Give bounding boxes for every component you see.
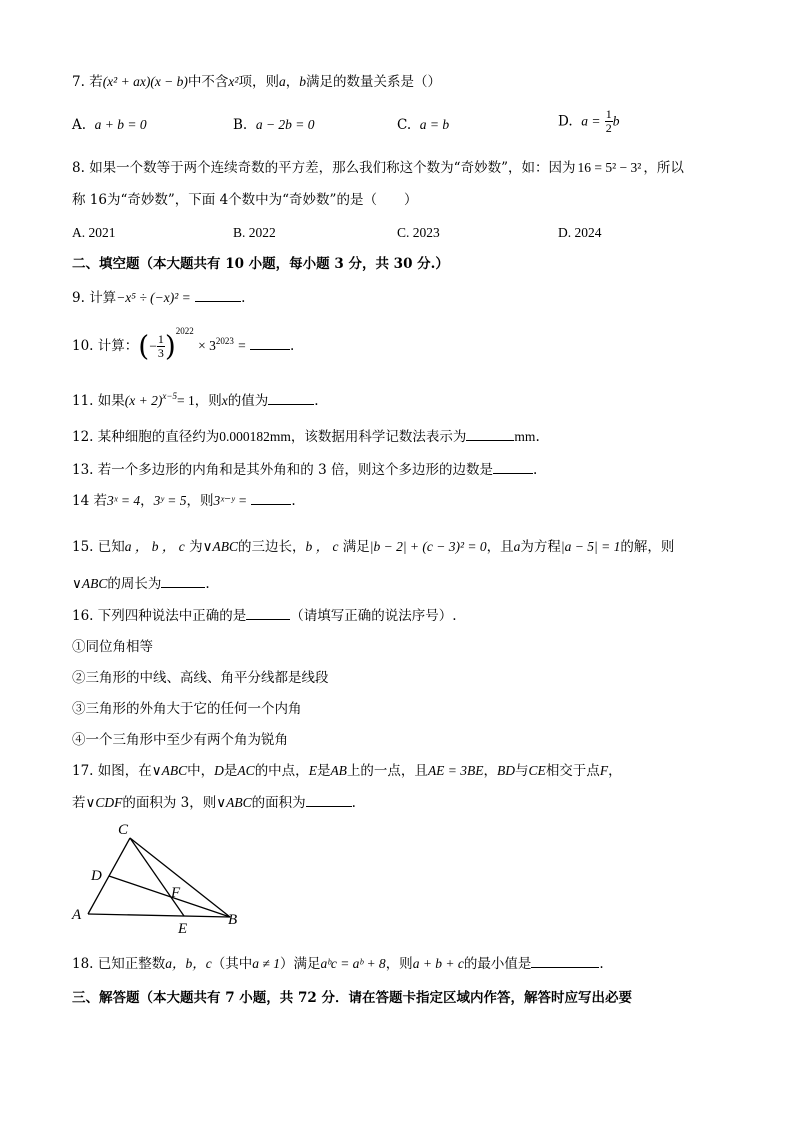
answer-blank[interactable]: [246, 607, 290, 620]
option-a: A. 2021: [72, 225, 116, 240]
option-c: C. 2023: [397, 225, 440, 240]
option-a: A. a + b = 0: [72, 117, 147, 133]
option-b: B. 2022: [233, 225, 276, 240]
segment-ab: [88, 914, 230, 917]
question-8: 8. 如果一个数等于两个连续奇数的平方差，那么我们称这个数为“奇妙数”，如：因为 16 = 5² − 3² ，所以: [72, 160, 684, 176]
section-heading: 二、填空题（本大题共有 10 小题，每小题 3 分，共 30 分.）: [72, 256, 449, 272]
question-14: 14 若3ˣ = 4，3ʸ = 5，则3ˣ⁻ʸ = .: [72, 493, 296, 509]
answer-blank[interactable]: [161, 575, 205, 588]
segment-bd: [109, 876, 230, 917]
answer-blank[interactable]: [251, 492, 291, 505]
segment-cb: [130, 838, 230, 917]
segment-ce: [130, 838, 184, 916]
question-9: 9. 计算−x⁵ ÷ (−x)² = .: [72, 290, 246, 306]
question-13: 13. 若一个多边形的内角和是其外角和的 3 倍，则这个多边形的边数是 .: [72, 462, 538, 478]
question-11: 11. 如果$(x + 2)^{x-5}= 1$，则x的值为 .: [72, 391, 319, 409]
triangle-figure: [60, 818, 260, 938]
option-d: D. a = $\frac{1}{2}$ b: [558, 107, 620, 135]
question-16: 16. 下列四种说法中正确的是 （请填写正确的说法序号）.: [72, 608, 457, 624]
statement-2: ②三角形的中线、高线、角平分线都是线段: [72, 670, 329, 686]
question-12: 12. 某种细胞的直径约为0.000182mm，该数据用科学记数法表示为 mm.: [72, 429, 540, 445]
question-number: 7.: [72, 74, 85, 90]
label-e: E: [178, 921, 188, 937]
option-b: B. a − 2b = 0: [233, 117, 315, 133]
statement-1: ①同位角相等: [72, 639, 153, 655]
fraction: $\frac{1}{2}$: [605, 107, 612, 135]
answer-blank[interactable]: [306, 794, 352, 807]
option-d: D. 2024: [558, 225, 602, 240]
answer-blank[interactable]: [250, 337, 290, 350]
answer-blank[interactable]: [268, 392, 314, 405]
question-18: 18. 已知正整数a，b，c（其中a ≠ 1）满足aᵇc = aᵇ + 8，则a + b + c的最小值是 .: [72, 956, 604, 972]
statement-4: ④一个三角形中至少有两个角为锐角: [72, 732, 288, 748]
question-15-line2: ∨ABC的周长为 .: [72, 576, 210, 592]
statement-3: ③三角形的外角大于它的任何一个内角: [72, 701, 302, 717]
answer-blank[interactable]: [195, 289, 241, 302]
question-17: 17. 如图，在∨ABC中，D是AC的中点，E是AB上的一点，且AE = 3BE，BD与CE相交于点F，: [72, 763, 622, 779]
label-a: A: [72, 907, 82, 923]
answer-blank[interactable]: [493, 461, 533, 474]
label-c: C: [118, 822, 129, 838]
question-10: 10. 计算：(− $\frac{1}{3}$ )$^{2022} \times 3^{2023}$ = .: [72, 326, 295, 363]
question-17-line2: 若∨CDF的面积为 3，则∨ABC的面积为 .: [72, 795, 356, 811]
label-b: B: [228, 912, 238, 928]
question-7: 7. 若(x² + ax)(x − b)中不含x²项，则a，b满足的数量关系是（）: [72, 74, 441, 90]
answer-blank[interactable]: [466, 428, 514, 441]
question-15: 15. 已知a ， b ， c 为∨ABC的三边长，b ， c 满足|b − 2| + (c − 3)² = 0，且a为方程|a − 5| = 1的解，则: [72, 539, 675, 555]
section-heading: 三、解答题（本大题共有 7 小题，共 72 分．请在答题卡指定区域内作答，解答时应写出必要: [72, 990, 632, 1006]
answer-blank[interactable]: [531, 955, 599, 968]
label-d: D: [91, 868, 102, 884]
question-8-line2: 称 16为“奇妙数”，下面 4个数中为“奇妙数”的是（ ）: [72, 192, 418, 208]
math-expression: (x² + ax)(x − b): [102, 74, 188, 89]
label-f: F: [171, 885, 181, 901]
option-c: C. a = b: [397, 117, 450, 133]
